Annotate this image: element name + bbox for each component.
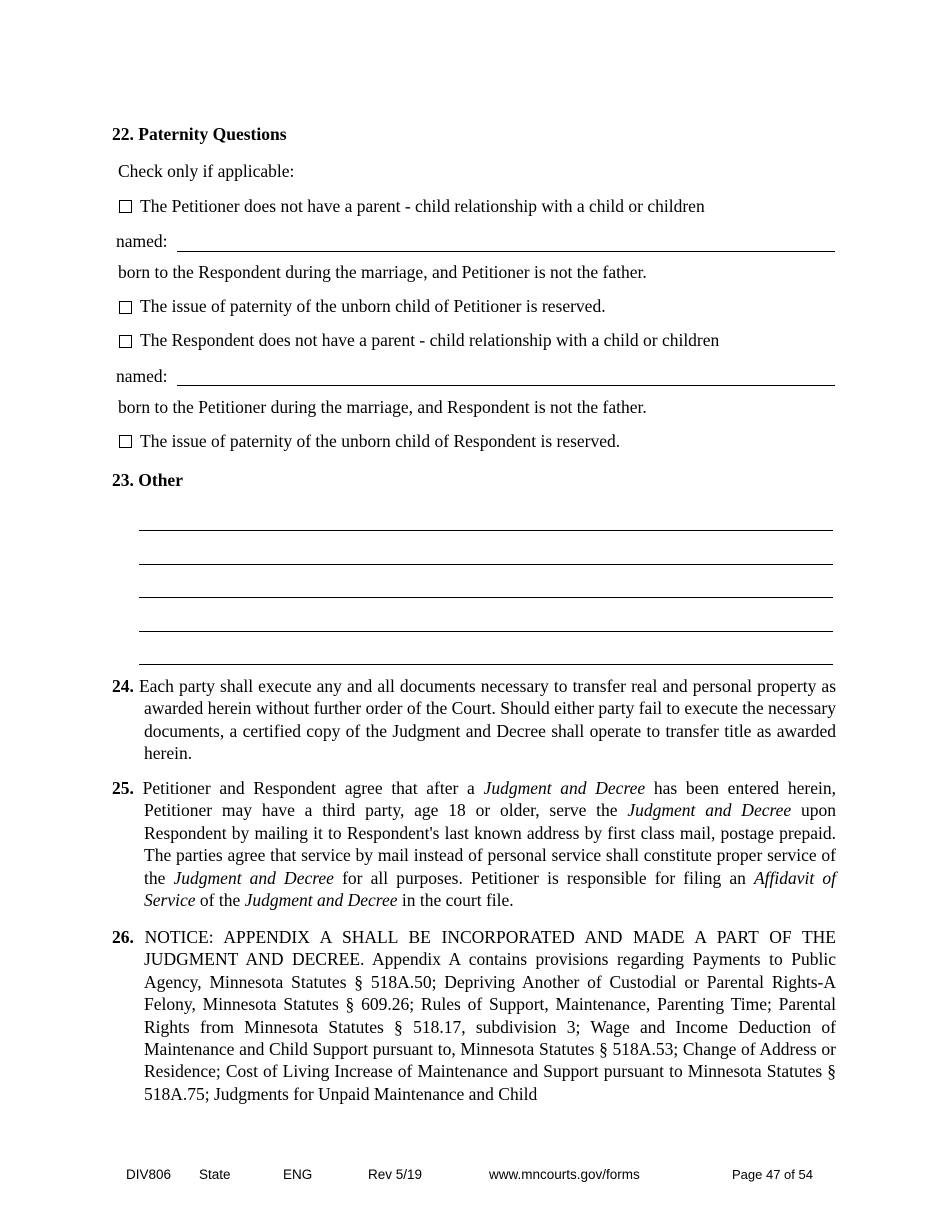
- section-25-text-1: Petitioner and Respondent agree that after a: [142, 778, 484, 798]
- other-line-2[interactable]: [139, 564, 833, 565]
- petitioner-no-relationship-label: The Petitioner does not have a parent - child relationship with a child or children: [140, 196, 705, 216]
- footer-revision: Rev 5/19: [368, 1167, 423, 1182]
- respondent-no-relationship-label: The Respondent does not have a parent - child relationship with a child or children: [140, 330, 720, 350]
- section-25-number: 25.: [112, 778, 134, 798]
- section-25-paragraph: [112, 777, 836, 911]
- section-22-intro: Check only if applicable:: [118, 161, 295, 181]
- named-label-1: named:: [116, 231, 168, 251]
- other-line-1[interactable]: [139, 530, 833, 531]
- section-25-italic-5: Judgment and Decree: [244, 890, 398, 911]
- respondent-unborn-reserved-checkbox[interactable]: [119, 435, 132, 448]
- footer-page-number: Page 47 of 54: [732, 1167, 813, 1182]
- section-26-paragraph: [112, 926, 836, 1105]
- section-25-text-5: of the: [195, 890, 245, 911]
- section-25-italic-2: Judgment and Decree: [627, 800, 792, 821]
- other-line-3[interactable]: [139, 597, 833, 598]
- children-named-field-2[interactable]: [177, 385, 835, 386]
- petitioner-unborn-reserved-label: The issue of paternity of the unborn child of Petitioner is reserved.: [140, 296, 606, 316]
- petitioner-no-relationship-checkbox[interactable]: [119, 200, 132, 213]
- footer-form-number: DIV806: [126, 1167, 172, 1182]
- named-label-2: named:: [116, 366, 168, 386]
- born-to-petitioner-text: born to the Petitioner during the marriage, and Respondent is not the father.: [118, 397, 647, 417]
- respondent-no-relationship-checkbox[interactable]: [119, 335, 132, 348]
- footer-language: ENG: [283, 1167, 313, 1182]
- section-25-text-6: in the court file.: [397, 890, 514, 911]
- section-24-paragraph: [112, 675, 836, 765]
- footer-url[interactable]: www.mncourts.gov/forms: [489, 1167, 640, 1182]
- section-25-text-3: upon Respondent by mailing it to Respondent's last known address by first class mail, postage prepaid. The parties agree that service by mail instead of personal service shall constitute proper service of the: [144, 800, 836, 888]
- section-25-text-2: has been entered herein, Petitioner may have a third party, age 18 or older, serve the: [144, 778, 836, 821]
- section-25-text-4: for all purposes. Petitioner is responsible for filing an: [333, 867, 754, 888]
- footer-scope: State: [199, 1167, 231, 1182]
- section-25-italic-4: Affidavit of Service: [144, 867, 836, 911]
- section-25-italic-1: Judgment and Decree: [483, 778, 646, 798]
- section-25-italic-3: Judgment and Decree: [173, 867, 334, 888]
- petitioner-unborn-reserved-checkbox[interactable]: [119, 301, 132, 314]
- children-named-field-1[interactable]: [177, 251, 835, 252]
- section-26-text: NOTICE: APPENDIX A SHALL BE INCORPORATED AND MADE A PART OF THE JUDGMENT AND DECREE. Appendix A contains provisions regarding Payments to Public Agency, Minnesota Statutes § 518A.50; Depriving Another of Custodial or Parental Rights-A Felony, Minnesota Statutes § 609.26; Rules of Support, Maintenance, Parenting Time; Parental Rights from Minnesota Statutes § 518.17, subdivision 3; Wage and Income Deduction of Maintenance and Child Support pursuant to, Minnesota Statutes § 518A.53; Change of Address or Residence; Cost of Living Increase of Maintenance and Support pursuant to Minnesota Statutes § 518A.75; Judgments for Unpaid Maintenance and Child: [144, 927, 836, 1104]
- section-24-text: Each party shall execute any and all documents necessary to transfer real and personal property as awarded herein without further order of the Court. Should either party fail to execute the necessary documents, a certified copy of the Judgment and Decree shall operate to transfer title as awarded herein.: [138, 676, 837, 764]
- respondent-unborn-reserved-label: The issue of paternity of the unborn child of Respondent is reserved.: [140, 431, 621, 451]
- other-line-4[interactable]: [139, 631, 833, 632]
- section-24-number: 24.: [112, 676, 134, 696]
- other-line-5[interactable]: [139, 664, 833, 665]
- section-22-heading: 22. Paternity Questions: [112, 124, 287, 144]
- section-23-heading: 23. Other: [112, 470, 183, 490]
- born-to-respondent-text: born to the Respondent during the marriage, and Petitioner is not the father.: [118, 262, 647, 282]
- section-26-number: 26.: [112, 927, 134, 947]
